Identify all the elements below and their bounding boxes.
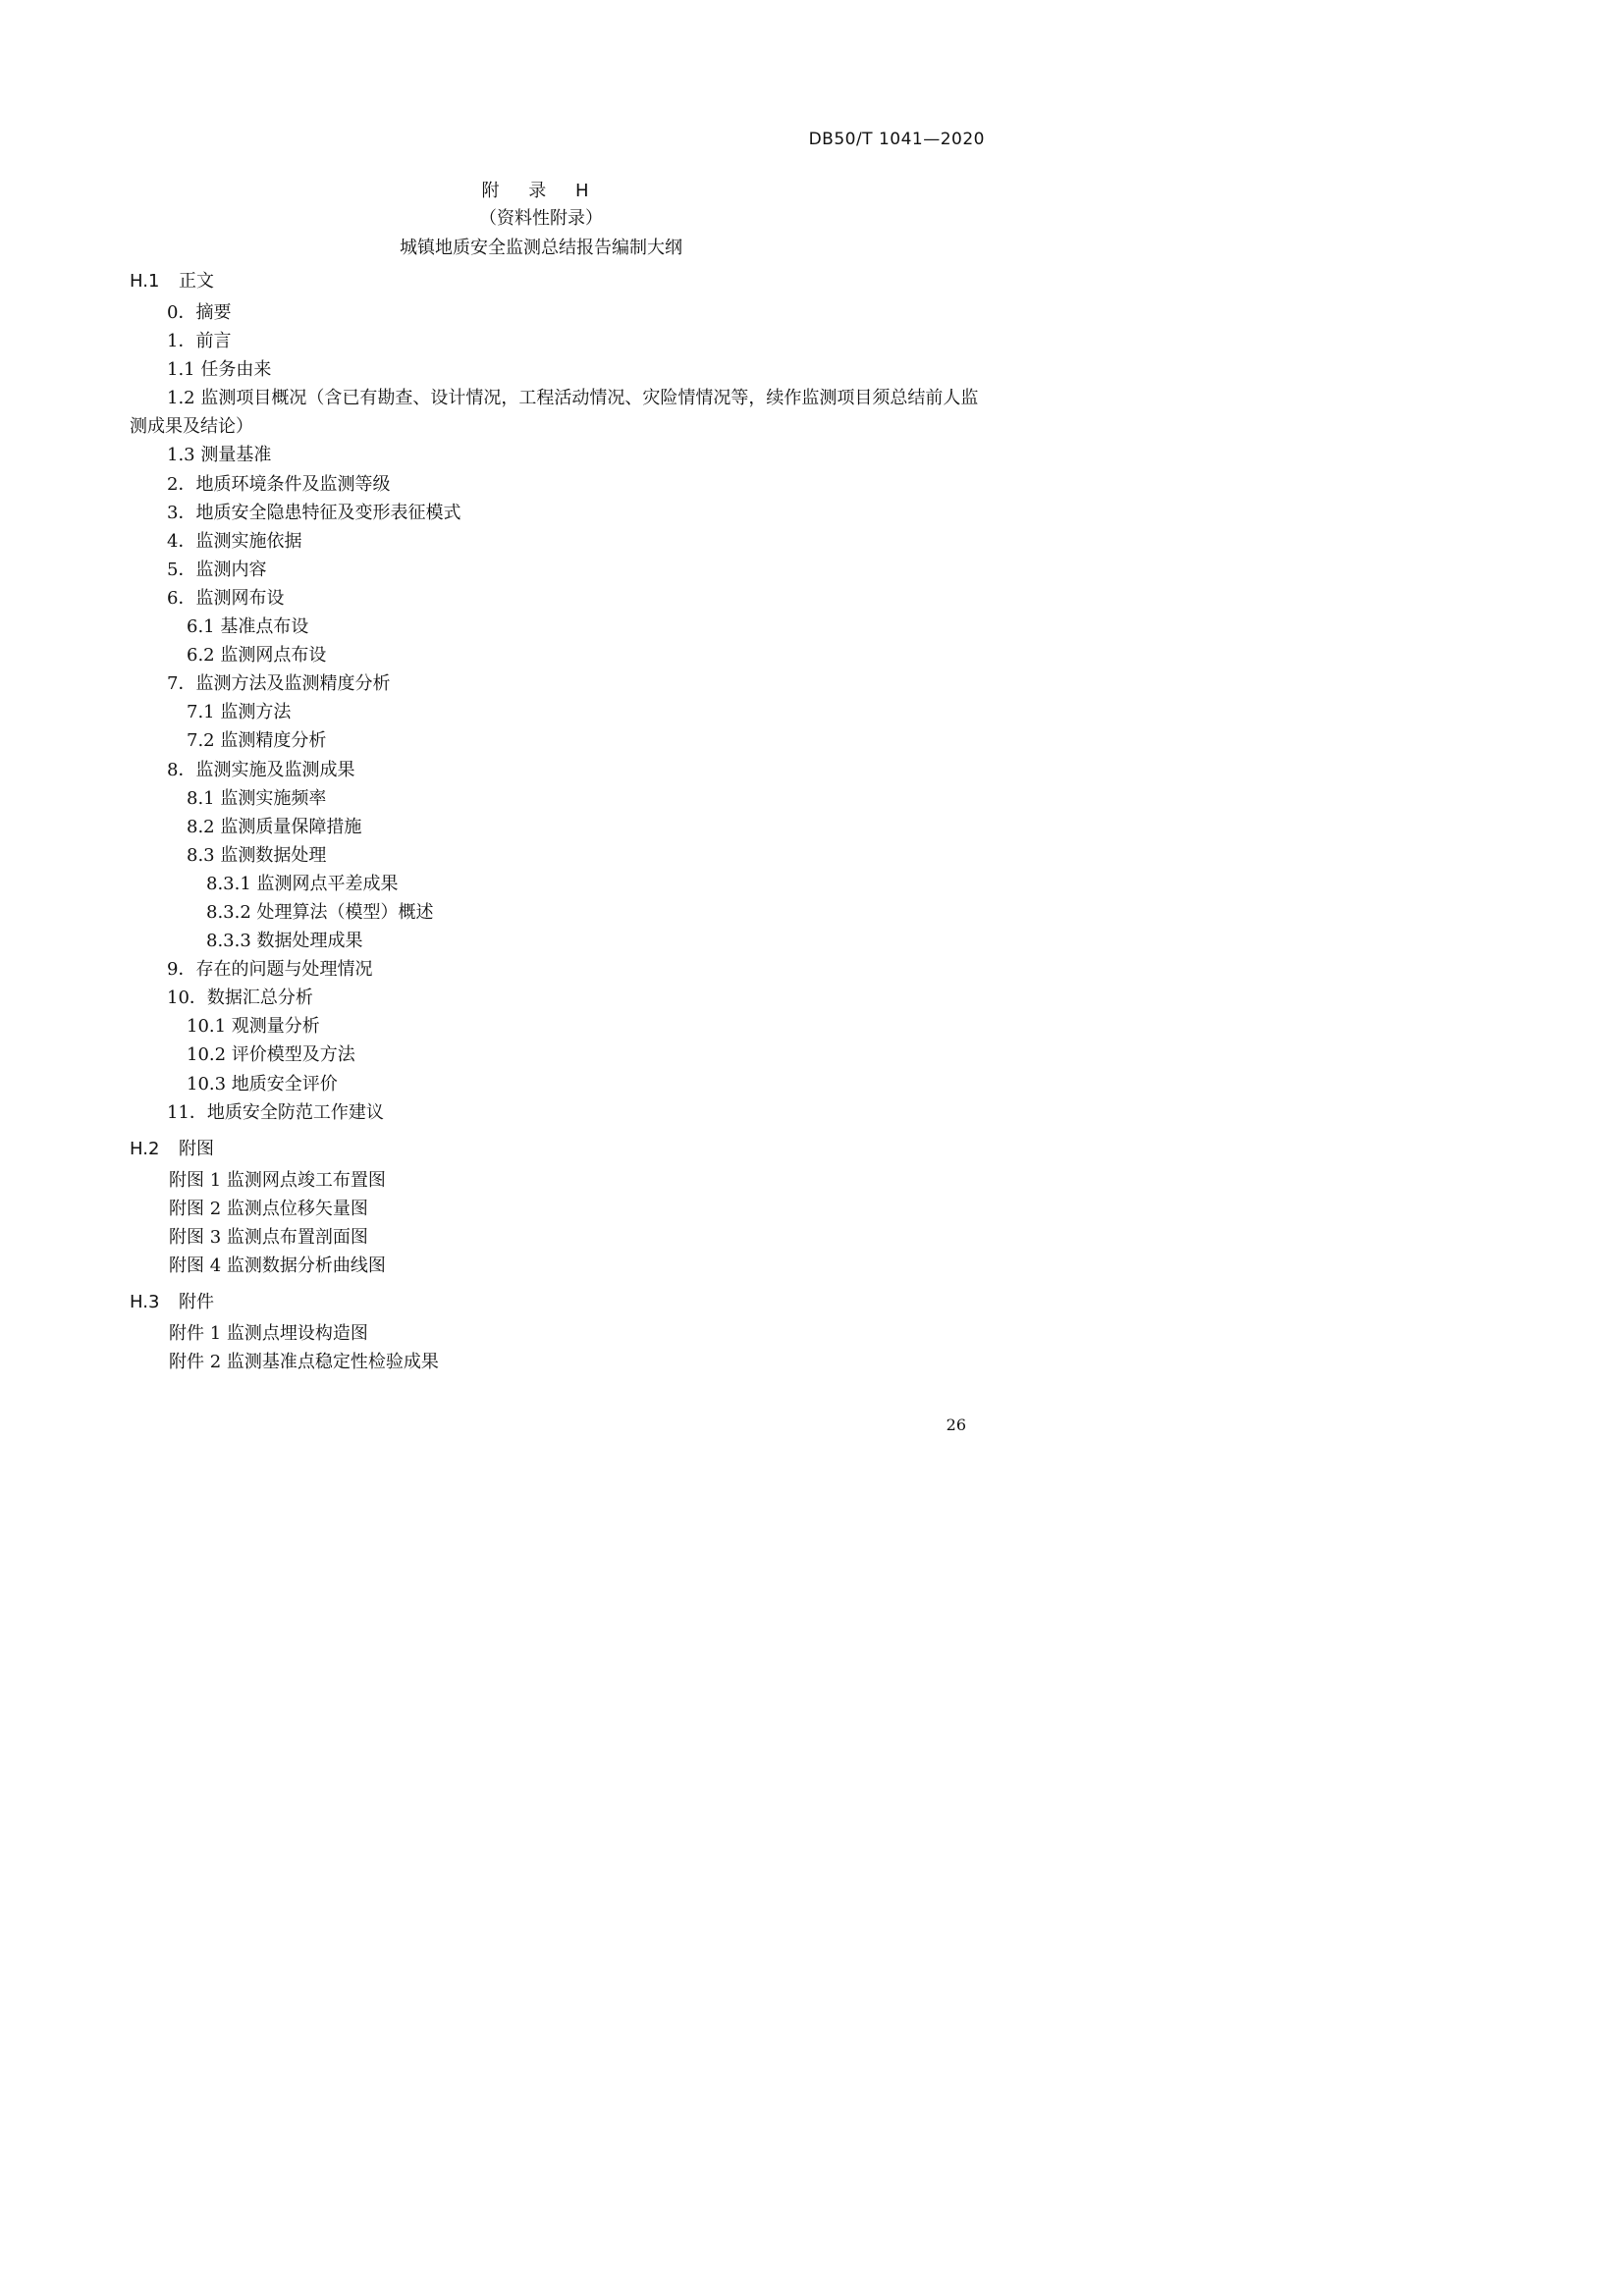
figure-item: 附图 2 监测点位移矢量图 [169, 1198, 368, 1219]
outline-item: 10．数据汇总分析 [167, 988, 313, 1009]
figure-item: 附图 4 监测数据分析曲线图 [169, 1255, 386, 1276]
outline-item: 1.1 任务由来 [167, 359, 272, 381]
section-number: H.1 [130, 271, 160, 292]
appendix-title: 城镇地质安全监测总结报告编制大纲 [400, 238, 682, 258]
outline-item: 8．监测实施及监测成果 [167, 759, 355, 780]
outline-item: 1．前言 [167, 331, 232, 352]
section-heading-h3 [130, 1286, 994, 1319]
section-heading-h1 [130, 265, 994, 298]
appendix-label-text: 附 录 H [481, 181, 601, 201]
section-heading-h2 [130, 1133, 994, 1166]
outline-subitem: 10.1 观测量分析 [187, 1016, 320, 1038]
section-title: 正文 [179, 271, 214, 292]
attachment-item: 附件 1 监测点埋设构造图 [169, 1323, 368, 1345]
outline-subitem: 6.2 监测网点布设 [187, 645, 327, 667]
outline-subsubitem: 8.3.2 处理算法（模型）概述 [206, 901, 434, 923]
section-title: 附图 [179, 1138, 214, 1159]
appendix-label [0, 177, 1082, 202]
appendix-type: （资料性附录） [479, 208, 603, 229]
outline-item: 7．监测方法及监测精度分析 [167, 673, 391, 695]
page-number: 26 [946, 1415, 966, 1434]
attachment-item: 附件 2 监测基准点稳定性检验成果 [169, 1352, 439, 1373]
section-number: H.2 [130, 1138, 160, 1159]
figure-item: 附图 3 监测点布置剖面图 [169, 1226, 368, 1248]
outline-item: 4．监测实施依据 [167, 530, 302, 552]
outline-subitem: 6.1 基准点布设 [187, 616, 309, 638]
outline-item: 2．地质环境条件及监测等级 [167, 473, 391, 495]
outline-subitem: 10.2 评价模型及方法 [187, 1044, 355, 1066]
outline-subsubitem: 8.3.1 监测网点平差成果 [206, 873, 399, 894]
outline-subitem: 7.1 监测方法 [187, 702, 292, 723]
outline-item: 11．地质安全防范工作建议 [167, 1101, 384, 1123]
document-code: DB50/T 1041—2020 [808, 130, 985, 149]
outline-item: 9．存在的问题与处理情况 [167, 959, 373, 981]
outline-item: 1.3 测量基准 [167, 445, 272, 466]
outline-item: 0．摘要 [167, 302, 232, 323]
outline-item: 1.2 监测项目概况（含已有勘查、设计情况，工程活动情况、灾险情情况等，续作监测项目须总结前人监测成果及结论） [130, 388, 979, 438]
outline-subitem: 7.2 监测精度分析 [187, 730, 327, 752]
outline-subsubitem: 8.3.3 数据处理成果 [206, 931, 363, 952]
section-title: 附件 [179, 1292, 214, 1313]
outline-subitem: 8.1 监测实施频率 [187, 787, 327, 809]
outline-subitem: 8.2 监测质量保障措施 [187, 816, 362, 837]
outline [130, 265, 994, 1376]
outline-subitem: 10.3 地质安全评价 [187, 1073, 338, 1095]
outline-item: 6．监测网布设 [167, 587, 285, 609]
outline-subitem: 8.3 监测数据处理 [187, 844, 327, 866]
outline-item: 5．监测内容 [167, 559, 267, 580]
outline-item: 3．地质安全隐患特征及变形表征模式 [167, 502, 461, 523]
section-number: H.3 [130, 1292, 160, 1313]
figure-item: 附图 1 监测网点竣工布置图 [169, 1169, 386, 1191]
